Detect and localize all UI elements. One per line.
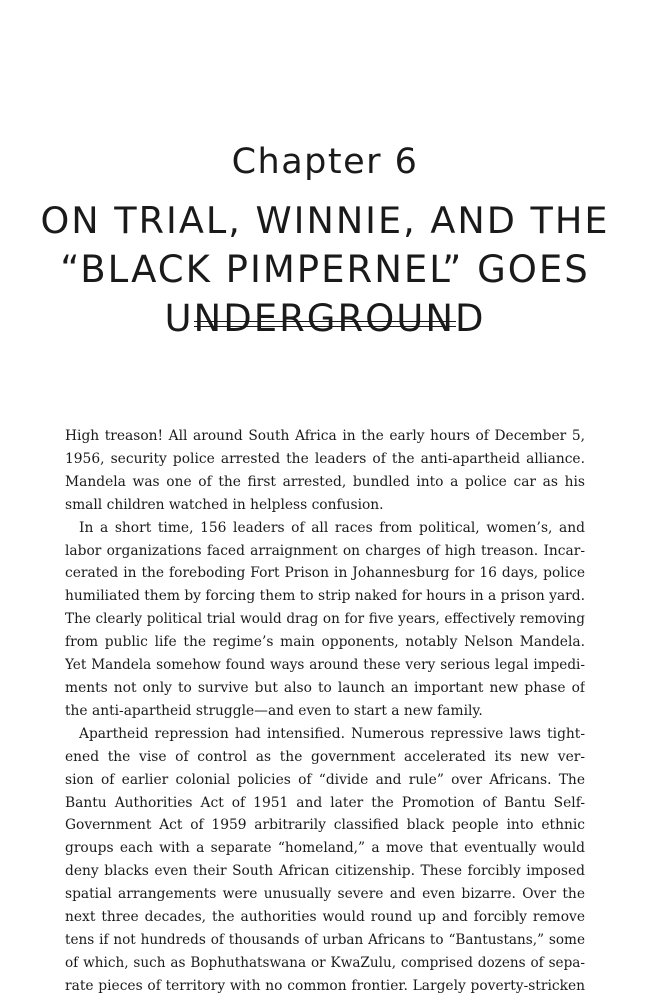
paragraph-line: Government Act of 1959 arbitrarily classified black people into ethnic [65,817,585,834]
body-text [65,425,585,998]
paragraph-line: from public life the regime’s main opponents, notably Nelson Mandela. [65,634,585,651]
paragraph-line: Yet Mandela somehow found ways around these very serious legal impedi- [65,657,585,674]
chapter-title-line: “BLACK PIMPERNEL” GOES [60,248,590,291]
chapter-title-line: UNDERGROUND [164,297,486,340]
paragraph-line: ments not only to survive but also to launch an important new phase of [65,679,585,696]
paragraph-line: cerated in the foreboding Fort Prison in Johannesburg for 16 days, police [65,565,585,582]
chapter-title-line: ON TRIAL, WINNIE, AND THE [40,199,610,242]
paragraph-line: deny blacks even their South African citizenship. These forcibly imposed [65,863,585,880]
paragraph-line: 1956, security police arrested the leaders of the anti-apartheid alliance. [65,450,585,467]
paragraph-line: small children watched in helpless confusion. [65,496,384,513]
paragraph-line: humiliated them by forcing them to strip naked for hours in a prison yard. [65,588,585,605]
title-double-rule [194,321,456,327]
paragraph-line: spatial arrangements were unusually severe and even bizarre. Over the [65,886,585,903]
paragraph-line: tens if not hundreds of thousands of urban Africans to “Bantustans,” some [65,931,585,948]
paragraph-line: Apartheid repression had intensified. Numerous repressive laws tight- [79,725,585,742]
paragraph-line: sion of earlier colonial policies of “divide and rule” over Africans. The [65,771,585,788]
paragraph-line: Mandela was one of the first arrested, bundled into a police car as his [65,473,585,490]
paragraph-line: labor organizations faced arraignment on charges of high treason. Incar- [65,542,585,559]
paragraph-line: The clearly political trial would drag on for five years, effectively removing [65,611,585,628]
paragraph-line: next three decades, the authorities would round up and forcibly remove [65,909,585,926]
chapter-label: Chapter 6 [231,142,419,182]
paragraph-line: of which, such as Bophuthatswana or KwaZulu, comprised dozens of sepa- [65,954,585,971]
paragraph-line: ened the vise of control as the government accelerated its new ver- [65,748,585,765]
paragraph-line: the anti-apartheid struggle—and even to start a new family. [65,702,483,719]
paragraph-line: rate pieces of territory with no common frontier. Largely poverty-stricken [65,977,585,994]
paragraph-line: groups each with a separate “homeland,” a move that eventually would [65,840,585,857]
paragraph-line: High treason! All around South Africa in the early hours of December 5, [65,428,585,444]
paragraph-line: In a short time, 156 leaders of all races from political, women’s, and [79,519,585,536]
paragraph-line: Bantu Authorities Act of 1951 and later the Promotion of Bantu Self- [65,794,585,811]
